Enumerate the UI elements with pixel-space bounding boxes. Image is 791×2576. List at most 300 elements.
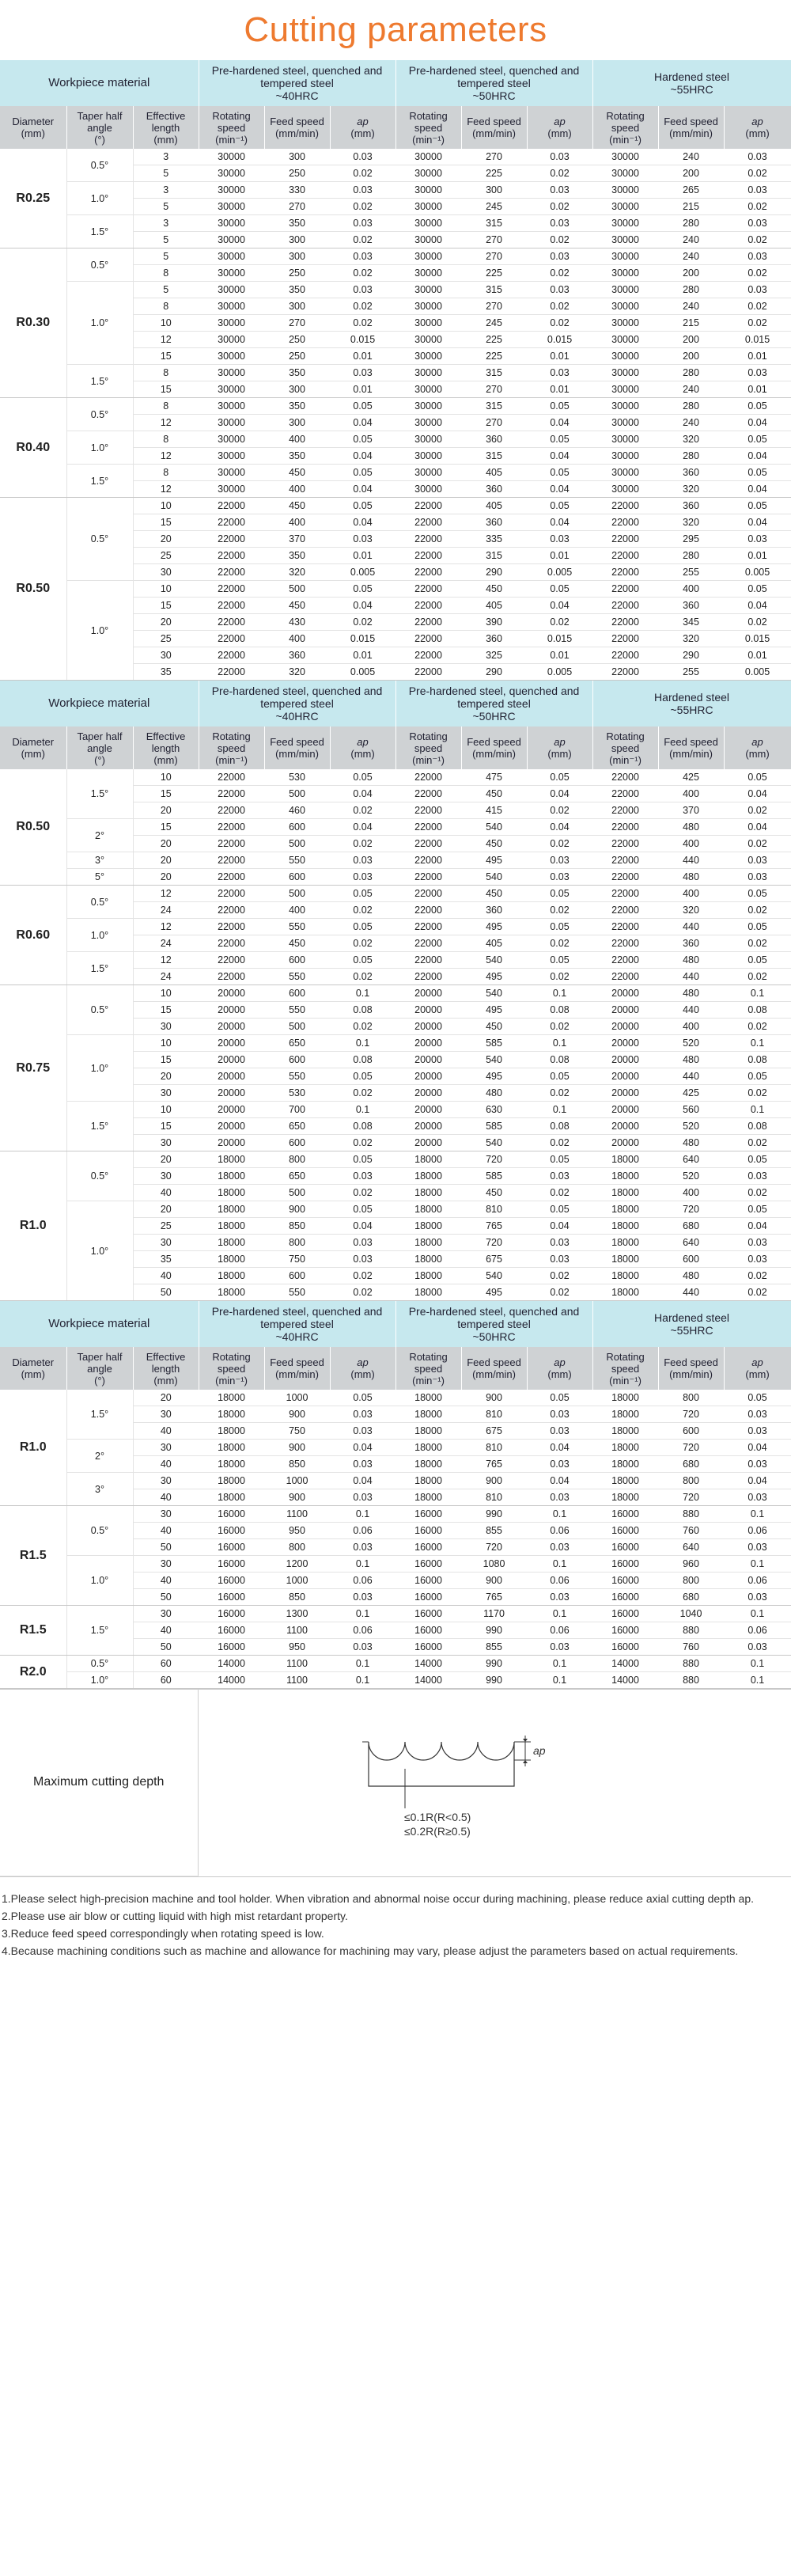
value-cell: 0.01 bbox=[724, 381, 791, 398]
taper-angle-cell: 0.5° bbox=[66, 1506, 133, 1556]
value-cell: 0.04 bbox=[527, 786, 592, 802]
taper-angle-cell: 0.5° bbox=[66, 985, 133, 1035]
table-row bbox=[0, 248, 791, 265]
value-cell: 0.005 bbox=[330, 564, 396, 581]
value-cell: 880 bbox=[658, 1622, 724, 1639]
value-cell: 22000 bbox=[396, 886, 461, 902]
value-cell: 18000 bbox=[199, 1235, 264, 1251]
value-cell: 18000 bbox=[592, 1251, 658, 1268]
value-cell: 30000 bbox=[592, 465, 658, 481]
value-cell: 0.02 bbox=[330, 614, 396, 631]
table-row bbox=[0, 149, 791, 165]
value-cell: 480 bbox=[658, 869, 724, 886]
value-cell: 0.03 bbox=[724, 248, 791, 265]
value-cell: 22000 bbox=[396, 952, 461, 969]
rotating-speed-header: Rotating speed (min⁻¹) bbox=[199, 106, 264, 149]
table-row bbox=[0, 1656, 791, 1672]
table-row bbox=[0, 869, 791, 886]
value-cell: 0.03 bbox=[724, 852, 791, 869]
value-cell: 0.06 bbox=[724, 1573, 791, 1589]
value-cell: 24 bbox=[133, 902, 199, 919]
value-cell: 0.1 bbox=[724, 1606, 791, 1622]
value-cell: 0.02 bbox=[527, 232, 592, 248]
value-cell: 18000 bbox=[199, 1168, 264, 1185]
value-cell: 30000 bbox=[396, 381, 461, 398]
table-row bbox=[0, 819, 791, 836]
value-cell: 850 bbox=[264, 1456, 330, 1473]
value-cell: 18000 bbox=[199, 1489, 264, 1506]
note-1: 1.Please select high-precision machine and tool holder. When vibration and abnormal noise occur during machining, please reduce axial cutting depth ap. bbox=[2, 1891, 755, 1905]
value-cell: 0.04 bbox=[527, 448, 592, 465]
value-cell: 40 bbox=[133, 1523, 199, 1539]
value-cell: 0.05 bbox=[527, 1201, 592, 1218]
value-cell: 0.04 bbox=[527, 1473, 592, 1489]
value-cell: 30000 bbox=[396, 415, 461, 431]
value-cell: 20000 bbox=[199, 1002, 264, 1019]
value-cell: 30000 bbox=[396, 348, 461, 365]
ap-header: ap (mm) bbox=[724, 727, 791, 769]
value-cell: 280 bbox=[658, 365, 724, 381]
taper-angle-cell: 1.5° bbox=[66, 215, 133, 248]
value-cell: 0.05 bbox=[330, 581, 396, 598]
value-cell: 0.02 bbox=[724, 265, 791, 282]
value-cell: 22000 bbox=[396, 548, 461, 564]
value-cell: 30000 bbox=[396, 232, 461, 248]
value-cell: 0.03 bbox=[724, 215, 791, 232]
value-cell: 0.04 bbox=[330, 448, 396, 465]
value-cell: 18000 bbox=[592, 1168, 658, 1185]
value-cell: 495 bbox=[461, 1068, 527, 1085]
value-cell: 30000 bbox=[592, 332, 658, 348]
value-cell: 22000 bbox=[396, 514, 461, 531]
value-cell: 370 bbox=[658, 802, 724, 819]
value-cell: 400 bbox=[658, 786, 724, 802]
value-cell: 22000 bbox=[396, 819, 461, 836]
value-cell: 22000 bbox=[199, 952, 264, 969]
value-cell: 10 bbox=[133, 581, 199, 598]
value-cell: 0.06 bbox=[330, 1523, 396, 1539]
value-cell: 0.005 bbox=[527, 564, 592, 581]
value-cell: 360 bbox=[658, 598, 724, 614]
table-row bbox=[0, 1672, 791, 1689]
value-cell: 900 bbox=[264, 1406, 330, 1423]
value-cell: 30000 bbox=[396, 332, 461, 348]
value-cell: 0.02 bbox=[724, 232, 791, 248]
table-row bbox=[0, 498, 791, 514]
diameter-cell: R0.40 bbox=[0, 398, 66, 498]
value-cell: 0.03 bbox=[527, 1406, 592, 1423]
diameter-cell: R0.75 bbox=[0, 985, 66, 1151]
value-cell: 25 bbox=[133, 631, 199, 647]
taper-angle-header: Taper half angle (°) bbox=[66, 106, 133, 149]
value-cell: 16000 bbox=[199, 1589, 264, 1606]
value-cell: 0.02 bbox=[330, 935, 396, 952]
value-cell: 350 bbox=[264, 215, 330, 232]
value-cell: 520 bbox=[658, 1168, 724, 1185]
value-cell: 350 bbox=[264, 448, 330, 465]
value-cell: 22000 bbox=[396, 581, 461, 598]
value-cell: 300 bbox=[264, 298, 330, 315]
value-cell: 8 bbox=[133, 398, 199, 415]
value-cell: 990 bbox=[461, 1672, 527, 1689]
taper-angle-cell: 1.0° bbox=[66, 1672, 133, 1689]
value-cell: 30000 bbox=[199, 215, 264, 232]
value-cell: 30000 bbox=[592, 282, 658, 298]
value-cell: 600 bbox=[264, 1268, 330, 1284]
value-cell: 405 bbox=[461, 935, 527, 952]
value-cell: 0.04 bbox=[527, 415, 592, 431]
value-cell: 0.05 bbox=[330, 498, 396, 514]
value-cell: 0.03 bbox=[330, 1489, 396, 1506]
value-cell: 18000 bbox=[592, 1456, 658, 1473]
value-cell: 30000 bbox=[199, 165, 264, 182]
max-depth-diagram-cell bbox=[198, 1690, 791, 1876]
value-cell: 300 bbox=[264, 248, 330, 265]
value-cell: 14000 bbox=[396, 1656, 461, 1672]
value-cell: 20000 bbox=[199, 985, 264, 1002]
value-cell: 900 bbox=[264, 1440, 330, 1456]
value-cell: 16000 bbox=[592, 1639, 658, 1656]
value-cell: 0.05 bbox=[527, 465, 592, 481]
value-cell: 18000 bbox=[199, 1218, 264, 1235]
value-cell: 0.05 bbox=[330, 886, 396, 902]
value-cell: 0.02 bbox=[527, 1284, 592, 1301]
value-cell: 20000 bbox=[396, 1085, 461, 1102]
value-cell: 22000 bbox=[199, 581, 264, 598]
value-cell: 0.02 bbox=[527, 1135, 592, 1151]
value-cell: 600 bbox=[264, 1135, 330, 1151]
value-cell: 540 bbox=[461, 1052, 527, 1068]
value-cell: 0.02 bbox=[724, 1085, 791, 1102]
taper-angle-cell: 0.5° bbox=[66, 248, 133, 282]
value-cell: 280 bbox=[658, 398, 724, 415]
page-title: Cutting parameters bbox=[244, 10, 547, 49]
value-cell: 0.03 bbox=[724, 1251, 791, 1268]
value-cell: 900 bbox=[461, 1473, 527, 1489]
value-cell: 0.03 bbox=[330, 1589, 396, 1606]
value-cell: 810 bbox=[461, 1406, 527, 1423]
value-cell: 0.03 bbox=[330, 1423, 396, 1440]
value-cell: 0.05 bbox=[527, 581, 592, 598]
value-cell: 765 bbox=[461, 1589, 527, 1606]
value-cell: 16000 bbox=[396, 1523, 461, 1539]
value-cell: 0.03 bbox=[527, 1589, 592, 1606]
table-row bbox=[0, 1102, 791, 1118]
table-row bbox=[0, 852, 791, 869]
value-cell: 0.03 bbox=[527, 248, 592, 265]
value-cell: 0.05 bbox=[330, 1390, 396, 1406]
header-row-columns bbox=[0, 1347, 791, 1390]
value-cell: 200 bbox=[658, 332, 724, 348]
value-cell: 1100 bbox=[264, 1506, 330, 1523]
value-cell: 30000 bbox=[199, 481, 264, 498]
value-cell: 0.1 bbox=[330, 1102, 396, 1118]
value-cell: 0.05 bbox=[724, 919, 791, 935]
value-cell: 0.02 bbox=[724, 1268, 791, 1284]
value-cell: 22000 bbox=[592, 664, 658, 681]
value-cell: 10 bbox=[133, 1035, 199, 1052]
value-cell: 40 bbox=[133, 1573, 199, 1589]
value-cell: 15 bbox=[133, 514, 199, 531]
value-cell: 10 bbox=[133, 315, 199, 332]
value-cell: 500 bbox=[264, 1185, 330, 1201]
value-cell: 30000 bbox=[592, 315, 658, 332]
value-cell: 0.04 bbox=[330, 598, 396, 614]
value-cell: 0.04 bbox=[724, 514, 791, 531]
value-cell: 22000 bbox=[199, 564, 264, 581]
value-cell: 0.02 bbox=[527, 315, 592, 332]
taper-angle-cell: 2° bbox=[66, 819, 133, 852]
value-cell: 315 bbox=[461, 282, 527, 298]
table-row bbox=[0, 365, 791, 381]
value-cell: 540 bbox=[461, 869, 527, 886]
value-cell: 12 bbox=[133, 481, 199, 498]
value-cell: 0.03 bbox=[330, 1168, 396, 1185]
value-cell: 400 bbox=[264, 431, 330, 448]
taper-angle-cell: 0.5° bbox=[66, 1151, 133, 1201]
value-cell: 1000 bbox=[264, 1573, 330, 1589]
value-cell: 0.08 bbox=[330, 1118, 396, 1135]
value-cell: 320 bbox=[264, 664, 330, 681]
value-cell: 20000 bbox=[592, 985, 658, 1002]
value-cell: 0.02 bbox=[527, 165, 592, 182]
value-cell: 30000 bbox=[396, 149, 461, 165]
value-cell: 700 bbox=[264, 1102, 330, 1118]
value-cell: 600 bbox=[264, 952, 330, 969]
effective-length-header: Effective length (mm) bbox=[133, 727, 199, 769]
value-cell: 22000 bbox=[592, 952, 658, 969]
value-cell: 20000 bbox=[592, 1035, 658, 1052]
value-cell: 630 bbox=[461, 1102, 527, 1118]
value-cell: 18000 bbox=[199, 1390, 264, 1406]
value-cell: 0.03 bbox=[527, 365, 592, 381]
taper-angle-cell: 1.5° bbox=[66, 769, 133, 819]
value-cell: 200 bbox=[658, 348, 724, 365]
value-cell: 0.04 bbox=[330, 415, 396, 431]
value-cell: 800 bbox=[264, 1151, 330, 1168]
value-cell: 12 bbox=[133, 919, 199, 935]
value-cell: 475 bbox=[461, 769, 527, 786]
value-cell: 850 bbox=[264, 1218, 330, 1235]
value-cell: 0.02 bbox=[724, 902, 791, 919]
value-cell: 16000 bbox=[592, 1589, 658, 1606]
table-row bbox=[0, 182, 791, 199]
table-row bbox=[0, 769, 791, 786]
value-cell: 30 bbox=[133, 1473, 199, 1489]
table-row bbox=[0, 886, 791, 902]
value-cell: 0.06 bbox=[330, 1573, 396, 1589]
value-cell: 0.03 bbox=[527, 531, 592, 548]
value-cell: 270 bbox=[264, 315, 330, 332]
value-cell: 14000 bbox=[199, 1672, 264, 1689]
value-cell: 22000 bbox=[396, 631, 461, 647]
parameter-table bbox=[0, 681, 791, 1301]
value-cell: 0.03 bbox=[330, 1406, 396, 1423]
ap-header: ap (mm) bbox=[330, 106, 396, 149]
value-cell: 16000 bbox=[396, 1639, 461, 1656]
value-cell: 0.04 bbox=[330, 481, 396, 498]
value-cell: 0.1 bbox=[330, 1606, 396, 1622]
value-cell: 550 bbox=[264, 852, 330, 869]
value-cell: 0.05 bbox=[527, 769, 592, 786]
value-cell: 22000 bbox=[396, 647, 461, 664]
value-cell: 30000 bbox=[199, 398, 264, 415]
note-4: 4.Because machining conditions such as machine and allowance for machining may vary, please adjust the parameters based on actual requirements. bbox=[2, 1944, 739, 1957]
value-cell: 800 bbox=[658, 1573, 724, 1589]
taper-angle-cell: 1.5° bbox=[66, 465, 133, 498]
value-cell: 550 bbox=[264, 1068, 330, 1085]
value-cell: 30000 bbox=[396, 182, 461, 199]
ap-header: ap (mm) bbox=[527, 1347, 592, 1390]
value-cell: 20000 bbox=[396, 1118, 461, 1135]
depth-rule-small: ≤0.1R(R<0.5) bbox=[403, 1811, 471, 1823]
value-cell: 22000 bbox=[396, 969, 461, 985]
value-cell: 0.05 bbox=[724, 1390, 791, 1406]
table-row bbox=[0, 215, 791, 232]
value-cell: 225 bbox=[461, 348, 527, 365]
value-cell: 20000 bbox=[592, 1019, 658, 1035]
value-cell: 585 bbox=[461, 1168, 527, 1185]
value-cell: 265 bbox=[658, 182, 724, 199]
value-cell: 18000 bbox=[199, 1423, 264, 1440]
value-cell: 0.05 bbox=[724, 1151, 791, 1168]
value-cell: 540 bbox=[461, 819, 527, 836]
value-cell: 30000 bbox=[199, 465, 264, 481]
value-cell: 280 bbox=[658, 215, 724, 232]
value-cell: 540 bbox=[461, 1135, 527, 1151]
value-cell: 430 bbox=[264, 614, 330, 631]
value-cell: 0.02 bbox=[527, 935, 592, 952]
value-cell: 8 bbox=[133, 298, 199, 315]
value-cell: 500 bbox=[264, 1019, 330, 1035]
value-cell: 22000 bbox=[199, 614, 264, 631]
value-cell: 22000 bbox=[396, 869, 461, 886]
value-cell: 0.01 bbox=[330, 548, 396, 564]
value-cell: 16000 bbox=[592, 1606, 658, 1622]
value-cell: 0.01 bbox=[330, 381, 396, 398]
value-cell: 12 bbox=[133, 332, 199, 348]
material-group-header: Pre-hardened steel, quenched and tempered steel ~40HRC bbox=[199, 60, 396, 106]
value-cell: 270 bbox=[461, 232, 527, 248]
value-cell: 320 bbox=[658, 631, 724, 647]
value-cell: 320 bbox=[658, 431, 724, 448]
rotating-speed-header: Rotating speed (min⁻¹) bbox=[396, 727, 461, 769]
value-cell: 360 bbox=[658, 465, 724, 481]
value-cell: 0.1 bbox=[724, 1506, 791, 1523]
value-cell: 325 bbox=[461, 647, 527, 664]
value-cell: 880 bbox=[658, 1506, 724, 1523]
value-cell: 12 bbox=[133, 886, 199, 902]
value-cell: 1040 bbox=[658, 1606, 724, 1622]
value-cell: 320 bbox=[658, 514, 724, 531]
value-cell: 0.02 bbox=[724, 1135, 791, 1151]
value-cell: 40 bbox=[133, 1622, 199, 1639]
value-cell: 18000 bbox=[199, 1473, 264, 1489]
table-row bbox=[0, 282, 791, 298]
value-cell: 22000 bbox=[396, 598, 461, 614]
value-cell: 0.02 bbox=[527, 614, 592, 631]
value-cell: 585 bbox=[461, 1118, 527, 1135]
value-cell: 12 bbox=[133, 952, 199, 969]
value-cell: 600 bbox=[658, 1251, 724, 1268]
value-cell: 30 bbox=[133, 1556, 199, 1573]
value-cell: 22000 bbox=[199, 902, 264, 919]
ap-header: ap (mm) bbox=[330, 1347, 396, 1390]
value-cell: 20 bbox=[133, 614, 199, 631]
value-cell: 22000 bbox=[199, 802, 264, 819]
value-cell: 415 bbox=[461, 802, 527, 819]
taper-angle-cell: 0.5° bbox=[66, 149, 133, 182]
value-cell: 0.08 bbox=[724, 1052, 791, 1068]
value-cell: 320 bbox=[264, 564, 330, 581]
taper-angle-cell: 1.0° bbox=[66, 182, 133, 215]
value-cell: 640 bbox=[658, 1235, 724, 1251]
value-cell: 18000 bbox=[396, 1251, 461, 1268]
diameter-header: Diameter (mm) bbox=[0, 727, 66, 769]
value-cell: 0.01 bbox=[724, 548, 791, 564]
value-cell: 22000 bbox=[396, 919, 461, 935]
value-cell: 240 bbox=[658, 381, 724, 398]
value-cell: 0.1 bbox=[724, 1102, 791, 1118]
value-cell: 450 bbox=[264, 935, 330, 952]
value-cell: 18000 bbox=[396, 1268, 461, 1284]
value-cell: 22000 bbox=[396, 614, 461, 631]
effective-length-header: Effective length (mm) bbox=[133, 1347, 199, 1390]
value-cell: 30 bbox=[133, 1168, 199, 1185]
notes bbox=[0, 1877, 791, 1960]
taper-angle-cell: 5° bbox=[66, 869, 133, 886]
value-cell: 20000 bbox=[199, 1085, 264, 1102]
value-cell: 0.04 bbox=[330, 1218, 396, 1235]
value-cell: 0.1 bbox=[330, 1656, 396, 1672]
feed-speed-header: Feed speed (mm/min) bbox=[461, 1347, 527, 1390]
value-cell: 0.02 bbox=[330, 1268, 396, 1284]
value-cell: 18000 bbox=[396, 1151, 461, 1168]
value-cell: 30000 bbox=[396, 481, 461, 498]
value-cell: 360 bbox=[658, 935, 724, 952]
value-cell: 18000 bbox=[592, 1218, 658, 1235]
value-cell: 0.05 bbox=[724, 886, 791, 902]
value-cell: 0.05 bbox=[527, 498, 592, 514]
table-row bbox=[0, 1440, 791, 1456]
material-group-header: Hardened steel ~55HRC bbox=[592, 1301, 791, 1347]
header-row-columns bbox=[0, 106, 791, 149]
value-cell: 18000 bbox=[396, 1168, 461, 1185]
value-cell: 20000 bbox=[592, 1102, 658, 1118]
value-cell: 450 bbox=[264, 498, 330, 514]
value-cell: 0.005 bbox=[724, 564, 791, 581]
value-cell: 0.03 bbox=[724, 1235, 791, 1251]
value-cell: 18000 bbox=[592, 1473, 658, 1489]
value-cell: 480 bbox=[658, 819, 724, 836]
max-depth-label: Maximum cutting depth bbox=[0, 1690, 198, 1876]
value-cell: 400 bbox=[658, 1019, 724, 1035]
value-cell: 640 bbox=[658, 1539, 724, 1556]
value-cell: 1000 bbox=[264, 1390, 330, 1406]
value-cell: 0.05 bbox=[527, 431, 592, 448]
value-cell: 0.03 bbox=[724, 1423, 791, 1440]
value-cell: 240 bbox=[658, 232, 724, 248]
value-cell: 30000 bbox=[199, 265, 264, 282]
value-cell: 0.06 bbox=[527, 1622, 592, 1639]
value-cell: 640 bbox=[658, 1151, 724, 1168]
value-cell: 16000 bbox=[592, 1506, 658, 1523]
value-cell: 450 bbox=[461, 886, 527, 902]
value-cell: 30000 bbox=[199, 448, 264, 465]
value-cell: 30000 bbox=[396, 465, 461, 481]
value-cell: 0.04 bbox=[330, 819, 396, 836]
value-cell: 270 bbox=[461, 415, 527, 431]
